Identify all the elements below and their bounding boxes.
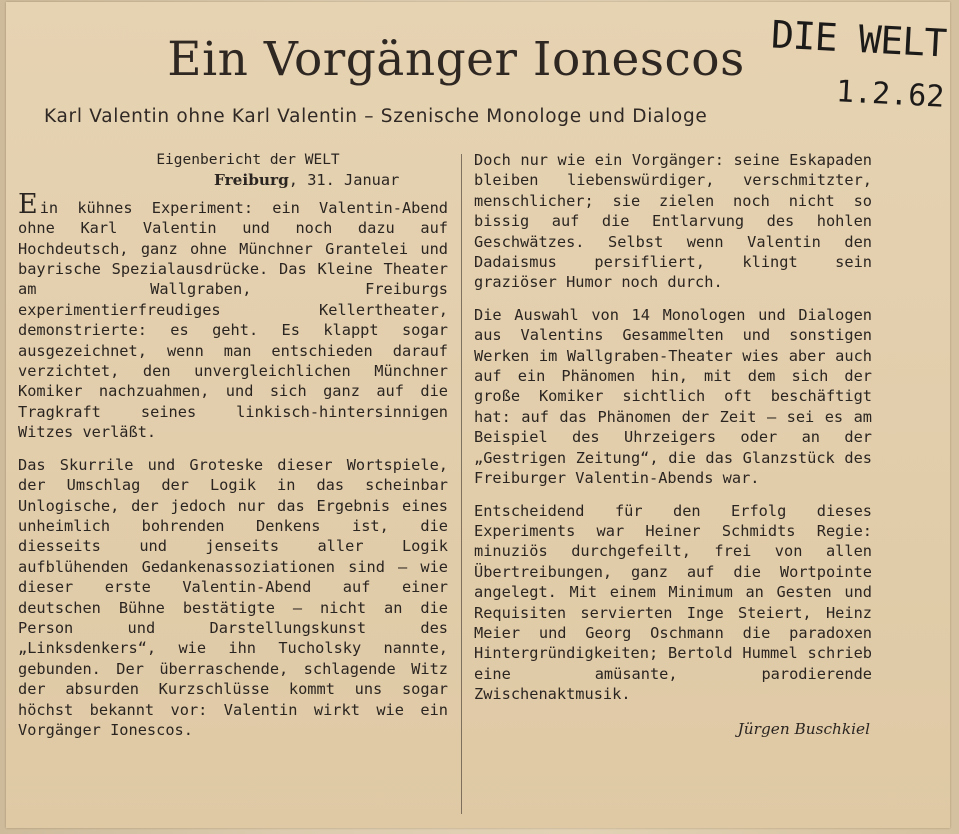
article-paragraph: Die Auswahl von 14 Monologen und Dialogen aus Valentins Gesammelten und sonstigen Werken im Wallgraben-Theater wies aber auch auf ein Phänomen hin, mit dem sich der große Komiker sichtlich oft beschäftigt hat: auf das Phänomen der Zeit — sei es am Beispiel des Uhrzeigers oder an der „Gestrigen Zeitung“, die das Glanzstück des Freiburger Valentin-Abends war.	[474, 305, 872, 488]
dateline-bureau: Eigenbericht der WELT	[156, 152, 340, 168]
article-subheadline: Karl Valentin ohne Karl Valentin – Szenische Monologe und Dialoge	[44, 106, 708, 127]
paragraph-text: in kühnes Experiment: ein Valentin-Abend ohne Karl Valentin und noch dazu auf Hochdeutsch, ganz ohne Münchner Grantelei und bayrische Spezialausdrücke. Das Kleine Theater am Wallgraben, Freiburgs experimentierfreudiges Kellertheater, demonstrierte: es geht. Es klappt sogar ausgezeichnet, wenn man entschieden darauf verzichtet, den unvergleichlichen Münchner Komiker nachzuahmen, und sich ganz auf die Tragkraft seines linkisch-hintersinnigen Witzes verläßt.	[18, 198, 448, 442]
drop-cap: E	[18, 188, 38, 220]
article-paragraph: Das Skurrile und Groteske dieser Wortspiele, der Umschlag der Logik in das scheinbar Unlogische, der jedoch nur das Ergebnis eines unheimlich bohrenden Denkens ist, die diesseits und jenseits aller Logik aufblühenden Gedankenassoziationen sind — wie dieser erste Valentin-Abend auf einer deutschen Bühne bestätigte — nicht an die Person und Darstellungskunst des „Linksdenkers“, wie ihn Tucholsky nannte, gebunden. Der überraschende, schlagende Witz der absurden Kurzschlüsse kommt uns sogar höchst bekannt vor: Valentin wirkt wie ein Vorgänger Ionescos.	[18, 455, 448, 739]
author-byline: Jürgen Buschkiel	[737, 719, 870, 738]
dateline	[18, 170, 448, 190]
handwritten-date-note: 1.2.62	[835, 74, 946, 115]
article-paragraph: Entscheidend für den Erfolg dieses Experiments war Heiner Schmidts Regie: minuziös durchgefeilt, frei von allen Übertreibungen, ganz auf die Wortpointe angelegt. Mit einem Minimum an Gesten und Requisiten servierten Inge Steiert, Heinz Meier und Georg Oschmann die paradoxen Hintergründigkeiten; Bertold Hummel schrieb eine amüsante, parodierende Zwischenaktmusik.	[474, 501, 872, 704]
article-paragraph: Doch nur wie ein Vorgänger: seine Eskapaden bleiben liebenswürdiger, verschmitzter, menschlicher; sie zielen noch nicht so bissig auf die Entlarvung des hohlen Geschwätzes. Selbst wenn Valentin den Dadaismus persifliert, klingt sein graziöser Humor noch durch.	[474, 151, 872, 292]
column-divider	[461, 154, 462, 814]
dateline-city: Freiburg	[214, 171, 289, 190]
article-column-right	[474, 150, 872, 739]
dateline-date: , 31. Januar	[288, 171, 400, 190]
article-column-left	[18, 150, 448, 740]
newspaper-clipping	[6, 2, 950, 828]
article-headline: Ein Vorgänger Ionescos	[167, 32, 745, 87]
article-paragraph	[18, 188, 448, 443]
handwritten-source-note: DIE WELT	[769, 12, 948, 66]
